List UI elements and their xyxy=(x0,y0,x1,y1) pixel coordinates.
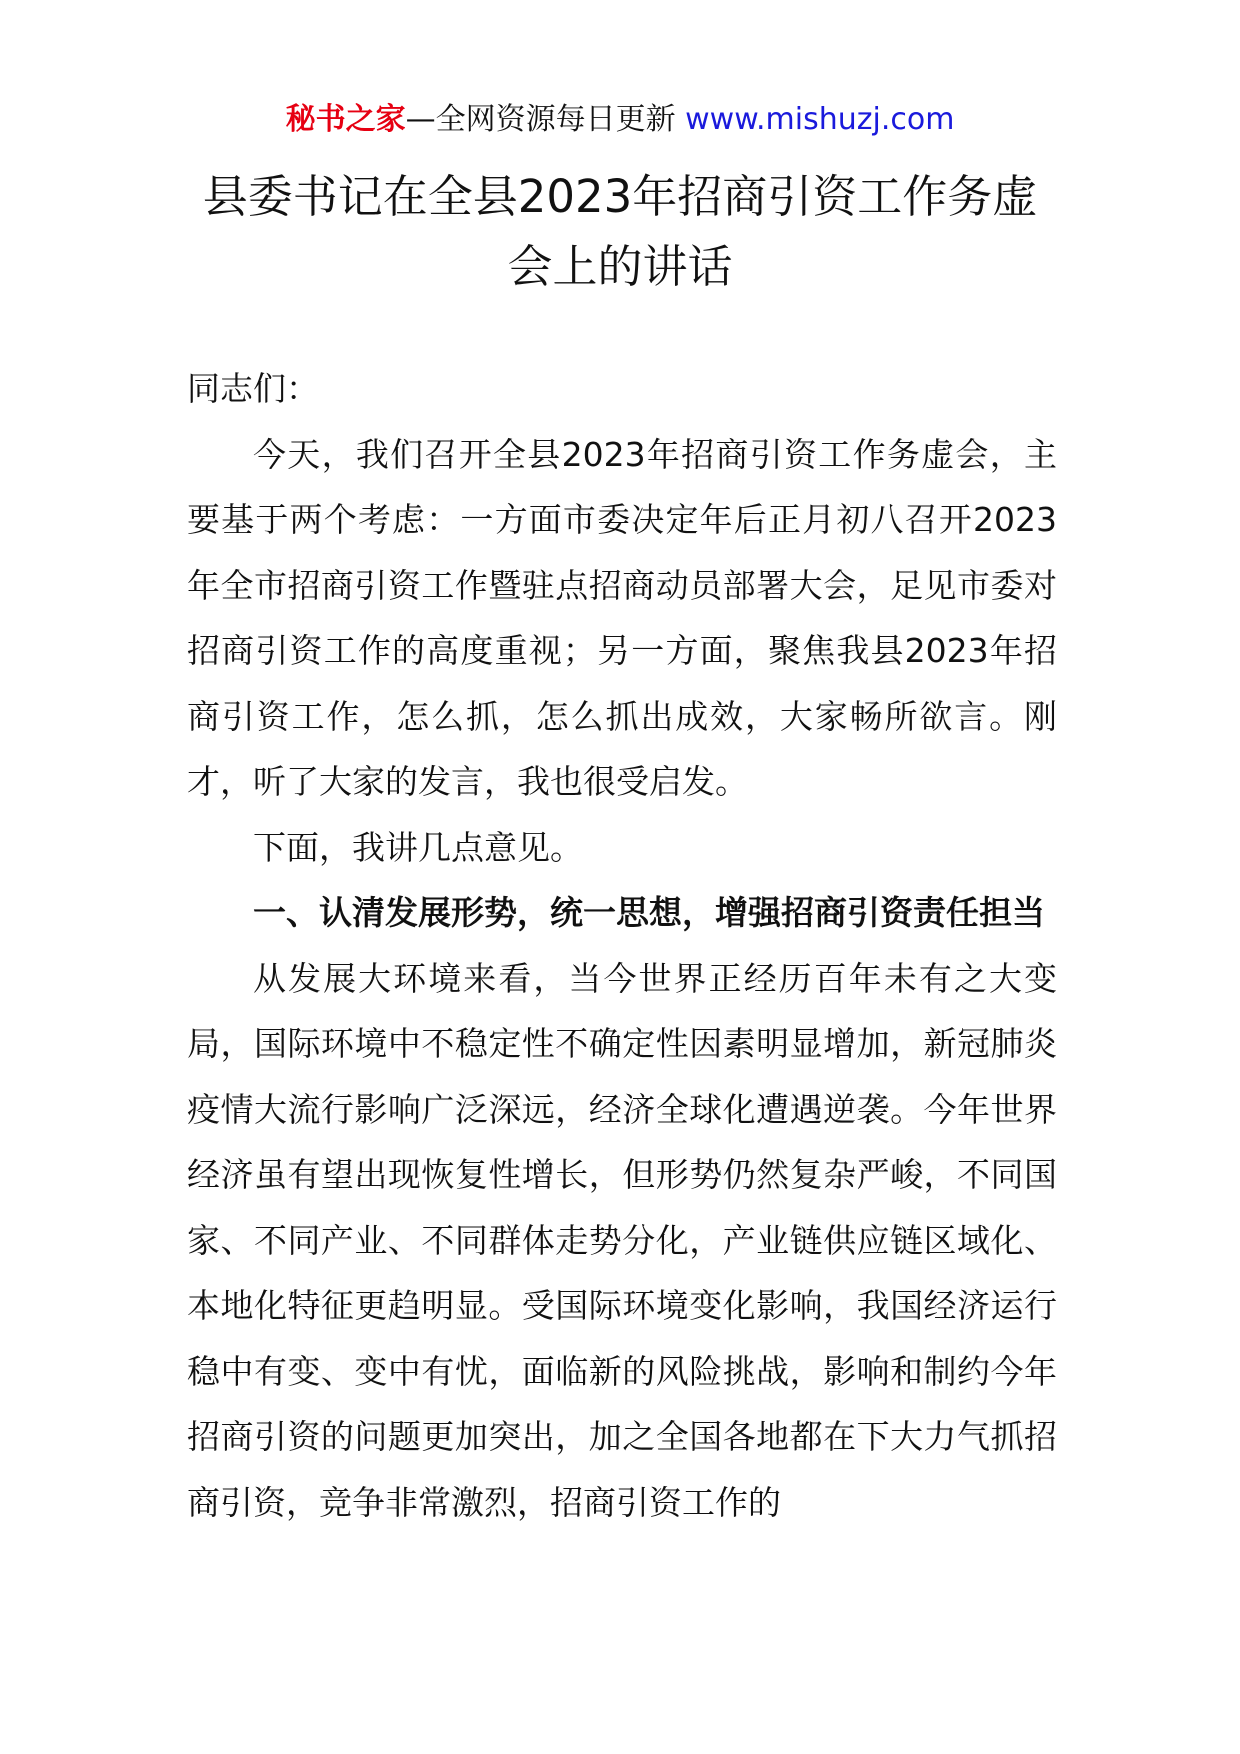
document-body xyxy=(187,356,1057,1535)
site-header xyxy=(0,100,1240,140)
header-tagline: —全网资源每日更新 xyxy=(405,102,676,137)
section-heading: 一、认清发展形势，统一思想，增强招商引资责任担当 xyxy=(253,893,1045,932)
document-title xyxy=(150,162,1090,302)
section-paragraph: 从发展大环境来看，当今世界正经历百年未有之大变局，国际环境中不稳定性不确定性因素明显增加，新冠肺炎疫情大流行影响广泛深远，经济全球化遭遇逆袭。今年世界经济虽有望出现恢复性增长，但形势仍然复杂严峻，不同国家、不同产业、不同群体走势分化，产业链供应链区域化、本地化特征更趋明显。受国际环境变化影响，我国经济运行稳中有变、变中有忧，面临新的风险挑战，影响和制约今年招商引资的问题更加突出，加之全国各地都在下大力气抓招商引资，竞争非常激烈，招商引资工作的 xyxy=(187,958,1057,1522)
body-paragraph: 今天，我们召开全县2023年招商引资工作务虚会，主要基于两个考虑：一方面市委决定年后正月初八召开2023年全市招商引资工作暨驻点招商动员部署大会，足见市委对招商引资工作的高度重视；另一方面，聚焦我县2023年招商引资工作，怎么抓，怎么抓出成效，大家畅所欲言。刚才，听了大家的发言，我也很受启发。 xyxy=(187,434,1057,801)
body-paragraph: 下面，我讲几点意见。 xyxy=(253,827,583,867)
title-line-1: 县委书记在全县2023年招商引资工作务虚 xyxy=(202,170,1038,223)
site-url-link[interactable]: www.mishuzj.com xyxy=(685,102,955,137)
salutation: 同志们： xyxy=(187,369,319,408)
title-line-2: 会上的讲话 xyxy=(507,240,733,293)
brand-name: 秘书之家 xyxy=(285,102,406,137)
